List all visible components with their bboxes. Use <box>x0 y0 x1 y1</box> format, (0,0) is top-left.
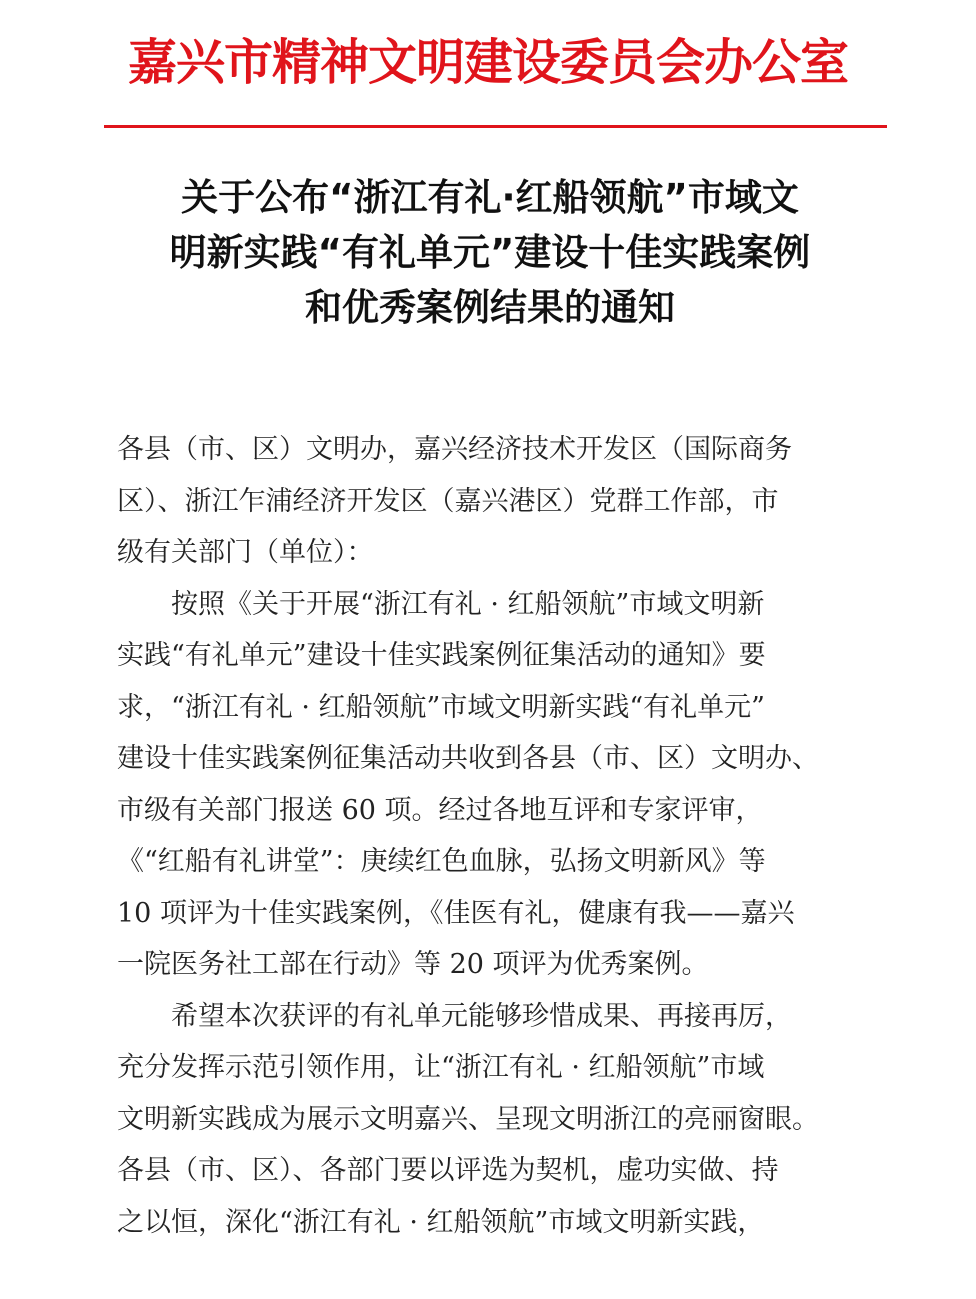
body-paragraph-line: 建设十佳实践案例征集活动共收到各县（市、区）文明办、 <box>117 743 819 774</box>
header-red-rule <box>104 125 887 128</box>
body-paragraph-line: 之以恒，深化“浙江有礼 · 红船领航”市域文明新实践， <box>117 1206 765 1238</box>
body-paragraph-line: 一院医务社工部在行动》等 20 项评为优秀案例。 <box>117 949 709 980</box>
body-paragraph-line: 充分发挥示范引领作用，让“浙江有礼 · 红船领航”市域 <box>117 1052 765 1083</box>
body-paragraph-line: 实践“有礼单元”建设十佳实践案例征集活动的通知》要 <box>117 640 766 671</box>
body-paragraph-line: 市级有关部门报送 60 项。经过各地互评和专家评审， <box>117 794 763 826</box>
body-paragraph-line: 文明新实践成为展示文明嘉兴、呈现文明浙江的亮丽窗眼。 <box>117 1103 819 1135</box>
issuing-organization-header: 嘉兴市精神文明建设委员会办公室 <box>127 33 848 91</box>
document-title <box>100 170 880 335</box>
addressee-line: 级有关部门（单位）： <box>117 537 374 568</box>
document-body <box>117 424 877 1248</box>
document-title-line: 明新实践“有礼单元”建设十佳实践案例 <box>169 231 811 274</box>
body-paragraph-line: 求，“浙江有礼 · 红船领航”市域文明新实践“有礼单元” <box>117 691 765 723</box>
body-paragraph-line: 《“红船有礼讲堂”：庚续红色血脉，弘扬文明新风》等 <box>117 846 766 877</box>
document-title-line: 关于公布“浙江有礼·红船领航”市域文 <box>181 176 799 219</box>
body-paragraph-line: 希望本次获评的有礼单元能够珍惜成果、再接再厉， <box>117 1000 792 1032</box>
document-title-line: 和优秀案例结果的通知 <box>305 286 675 329</box>
addressee-line: 各县（市、区）文明办，嘉兴经济技术开发区（国际商务 <box>117 434 792 465</box>
body-paragraph-line: 各县（市、区）、各部门要以评选为契机，虚功实做、持 <box>117 1155 779 1186</box>
body-paragraph-line: 10 项评为十佳实践案例，《佳医有礼，健康有我——嘉兴 <box>117 897 795 929</box>
addressee-line: 区）、浙江乍浦经济开发区（嘉兴港区）党群工作部，市 <box>117 485 779 517</box>
body-paragraph-line: 按照《关于开展“浙江有礼 · 红船领航”市域文明新 <box>117 588 765 620</box>
